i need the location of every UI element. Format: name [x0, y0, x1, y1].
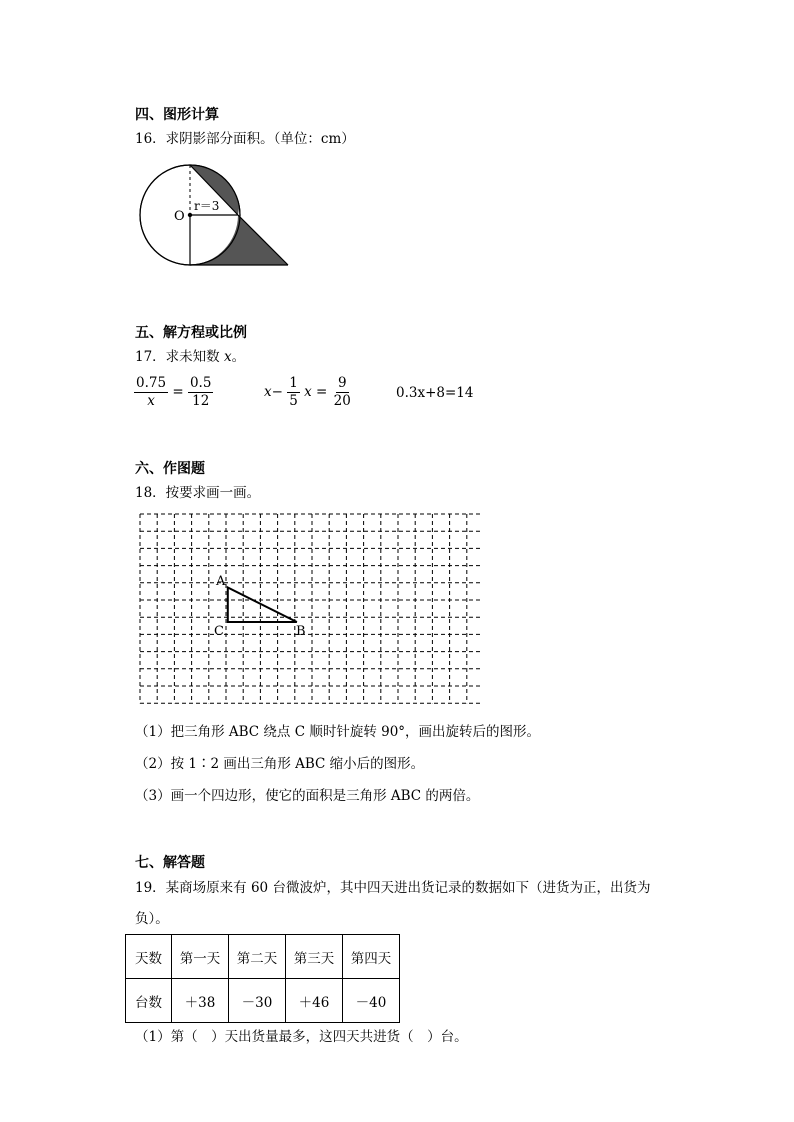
eq1-left-den: x — [147, 393, 155, 409]
center-label: O — [174, 209, 185, 224]
equation-1 — [134, 375, 213, 410]
section-4-heading: 四、图形计算 — [135, 107, 219, 123]
equation-3: 0.3x+8=14 — [396, 385, 474, 401]
eq2-frac-num: 1 — [289, 375, 298, 391]
table-cell: 第三天 — [286, 935, 343, 979]
section-7-heading: 七、解答题 — [135, 855, 205, 871]
eq1-left-num: 0.75 — [136, 375, 167, 391]
question-19-line-1: 19．某商场原来有 60 台微波炉，其中四天进出货记录的数据如下（进货为正，出货为 — [135, 880, 651, 896]
center-dot — [188, 213, 192, 217]
question-16-text: 16．求阴影部分面积。（单位：cm） — [135, 131, 355, 147]
question-18-text: 18．按要求画一画。 — [135, 485, 261, 501]
question-18-sub-2: （2）按 1∶2 画出三角形 ABC 缩小后的图形。 — [135, 756, 425, 772]
point-c-label: C — [214, 624, 224, 639]
equation-2 — [264, 375, 353, 410]
shaded-area-figure — [130, 160, 300, 270]
question-18-sub-3: （3）画一个四边形，使它的面积是三角形 ABC 的两倍。 — [135, 788, 480, 804]
table-cell: －40 — [343, 979, 400, 1023]
question-17-label: 17．求未知数 — [135, 349, 220, 365]
table-cell: 台数 — [126, 979, 172, 1023]
question-19-sub-1: （1）第（ ）天出货量最多，这四天共进货（ ）台。 — [135, 1029, 468, 1045]
question-17-text — [135, 348, 245, 366]
eq2-frac-den: 5 — [289, 393, 298, 409]
table-cell: 第一天 — [172, 935, 229, 979]
table-cell: 第四天 — [343, 935, 400, 979]
eq2-mid: x = — [304, 384, 328, 400]
eq1-equals: = — [172, 384, 184, 400]
eq2-right-fraction — [332, 375, 353, 410]
table-cell: 第二天 — [229, 935, 286, 979]
question-18-sub-1: （1）把三角形 ABC 绕点 C 顺时针旋转 90°，画出旋转后的图形。 — [135, 724, 541, 740]
point-b-label: B — [296, 624, 306, 639]
table-cell: 天数 — [126, 935, 172, 979]
table-header-row — [126, 935, 400, 979]
table-cell: ＋46 — [286, 979, 343, 1023]
drawing-grid — [130, 508, 482, 714]
section-6-heading: 六、作图题 — [135, 461, 205, 477]
table-data-row — [126, 979, 400, 1023]
question-19-line-2: 负）。 — [135, 911, 169, 927]
eq1-right-num: 0.5 — [189, 375, 212, 391]
point-a-label: A — [216, 574, 226, 589]
eq1-left-fraction — [134, 375, 168, 410]
eq2-fraction — [287, 375, 300, 410]
question-17-end: 。 — [231, 349, 246, 365]
eq2-pre: x− — [264, 384, 283, 400]
inventory-table — [125, 934, 400, 1023]
table-cell: ＋38 — [172, 979, 229, 1023]
section-5-heading: 五、解方程或比例 — [135, 325, 247, 341]
eq2-right-num: 9 — [337, 375, 347, 391]
eq1-right-den: 12 — [192, 393, 210, 409]
table-cell: －30 — [229, 979, 286, 1023]
eq2-right-den: 20 — [333, 393, 351, 409]
question-17-variable: x — [223, 349, 232, 365]
radius-label: r＝3 — [194, 199, 220, 213]
eq1-right-fraction — [188, 375, 213, 410]
